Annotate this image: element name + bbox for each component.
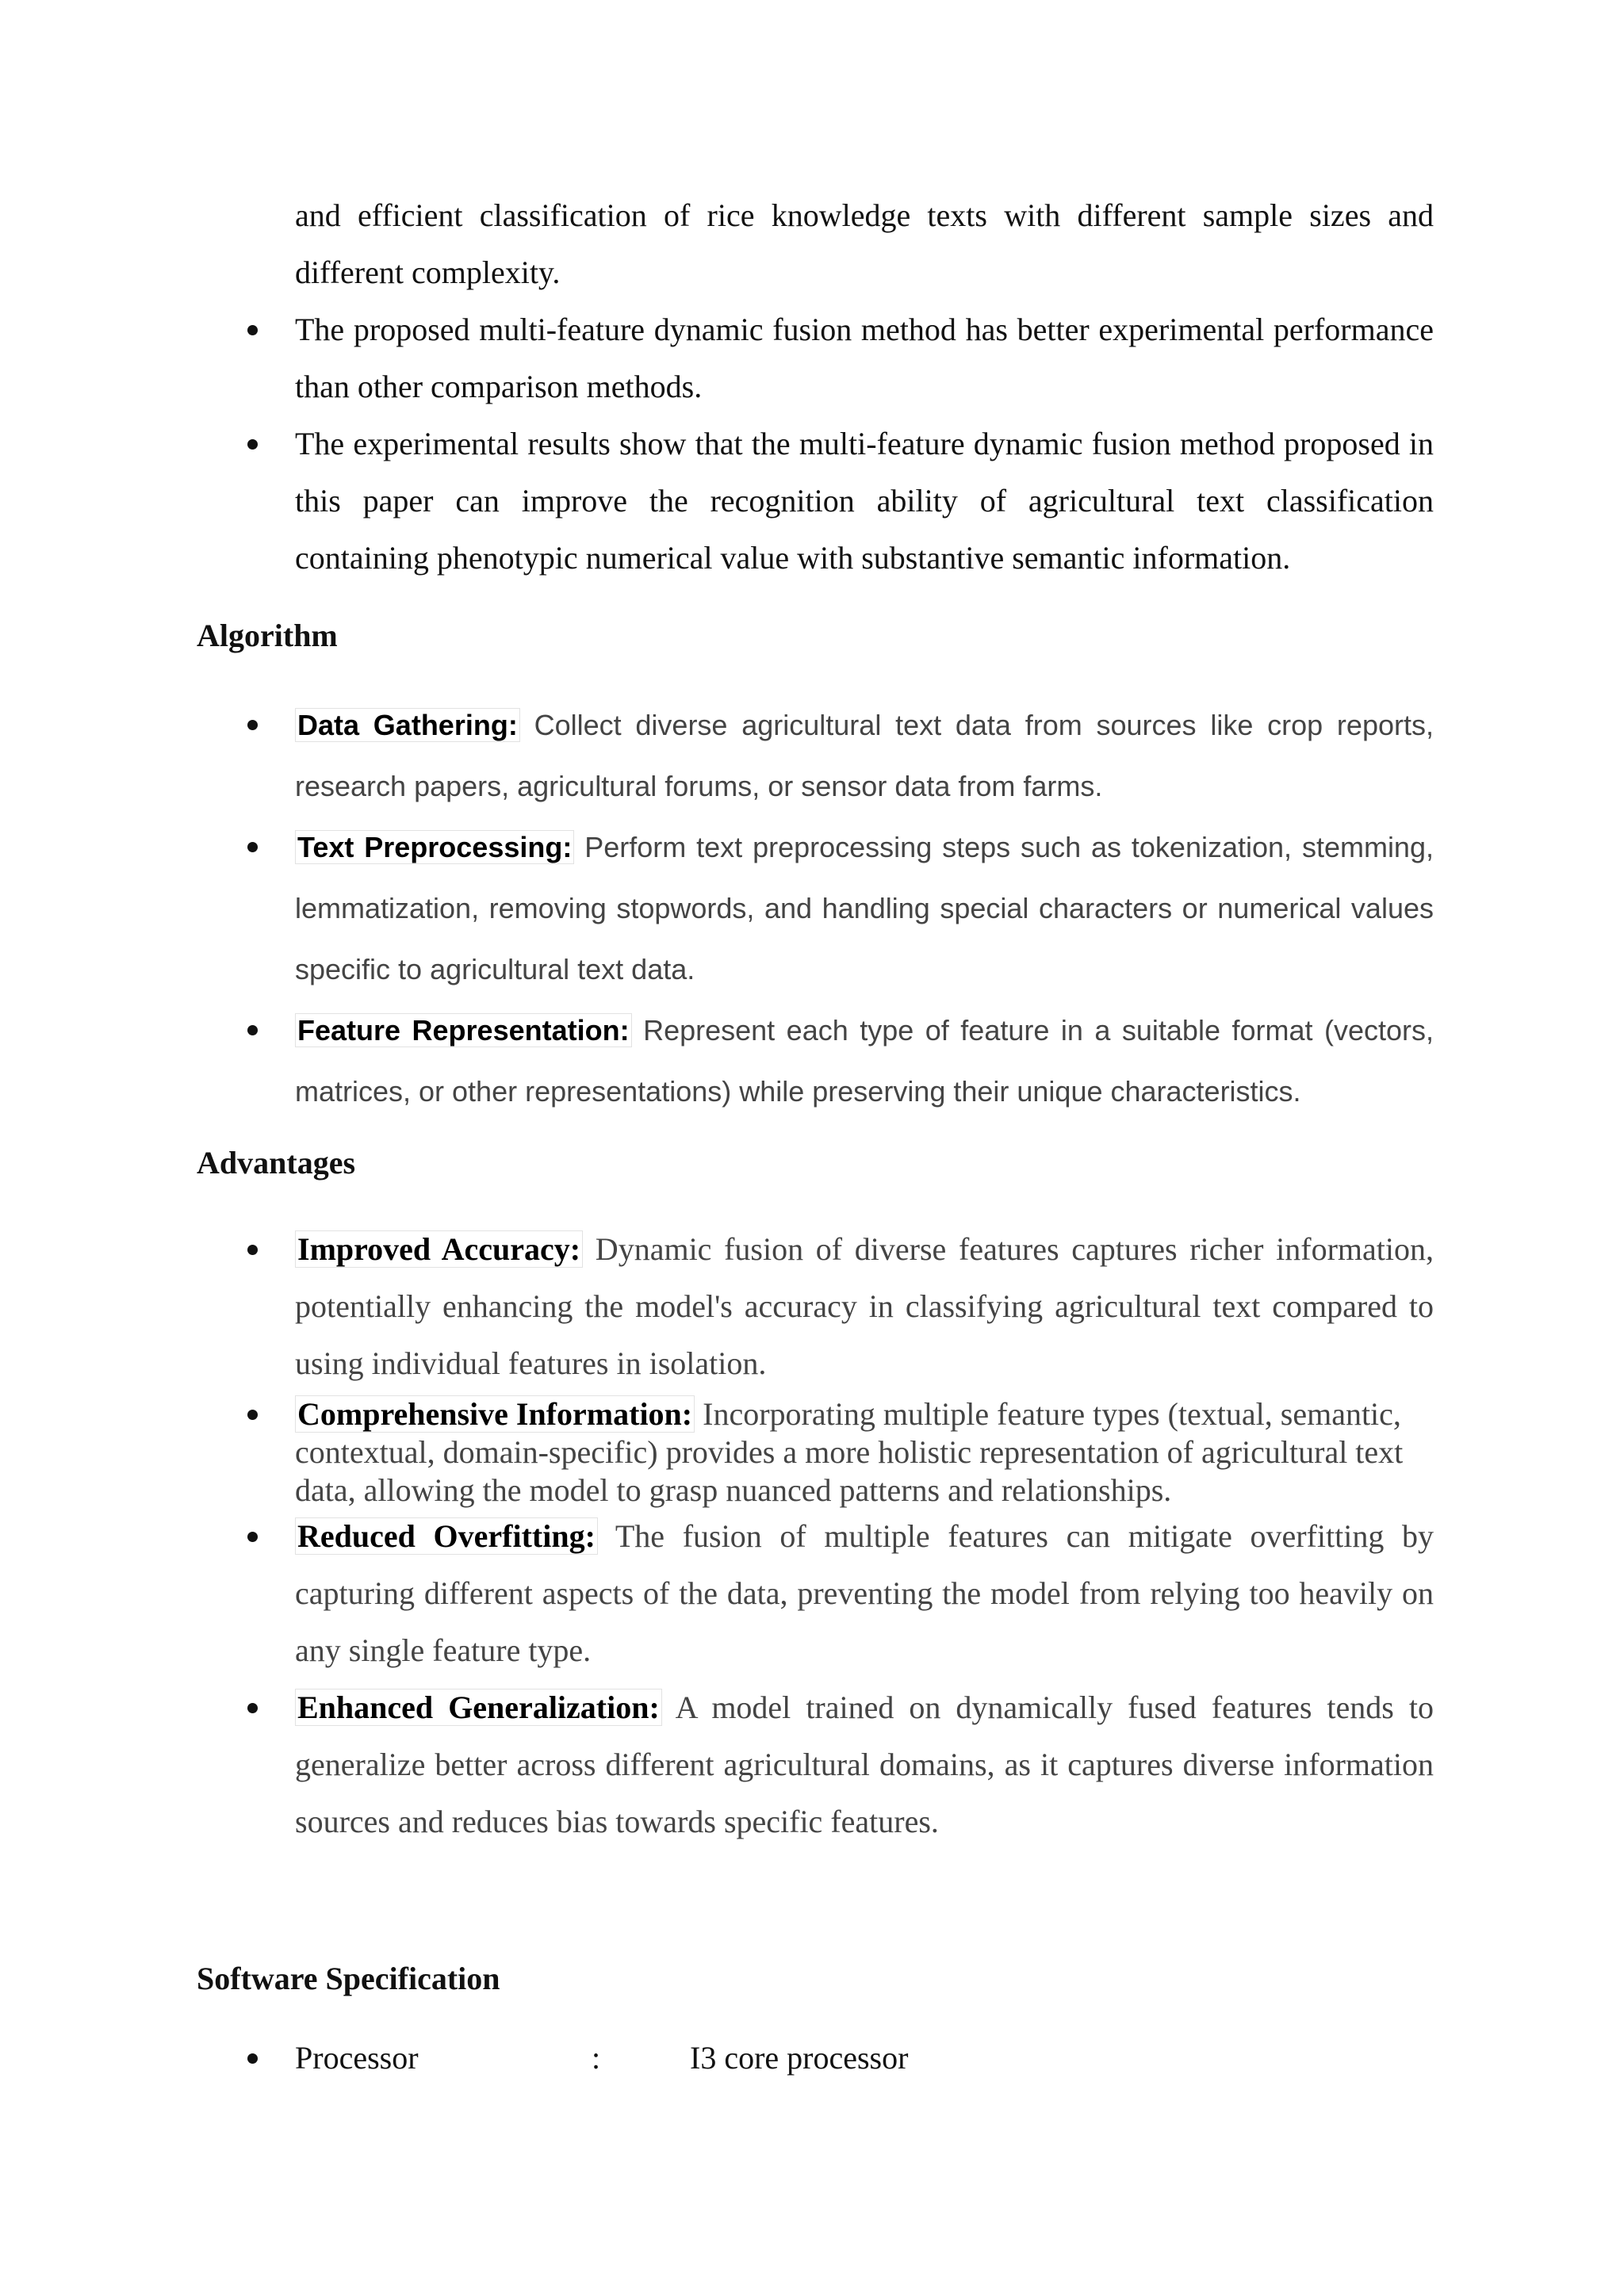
list-item <box>295 1679 1434 1850</box>
list-item <box>295 1395 1434 1510</box>
list-item-text: The proposed multi-feature dynamic fusion method has better experimental performance than other comparison methods. <box>295 312 1434 404</box>
software-section <box>295 2030 1434 2087</box>
software-list <box>295 2030 1434 2087</box>
bullet-icon <box>247 842 258 852</box>
list-item <box>295 1221 1434 1392</box>
bullet-icon <box>247 1410 258 1420</box>
list-item <box>295 1508 1434 1679</box>
list-item <box>295 2030 1434 2087</box>
intro-continuation-paragraph: and efficient classification of rice knowledge texts with different sample sizes and different complexity. <box>295 197 1434 290</box>
list-item <box>295 817 1434 1000</box>
list-item-text: Represent each type of feature in a suitable format (vectors, matrices, or other representations) while preserving their unique characteristics. <box>295 1014 1434 1108</box>
bullet-icon <box>247 720 258 730</box>
list-item-term: Enhanced Generalization: <box>295 1689 662 1726</box>
bullet-icon <box>247 2053 258 2064</box>
advantages-list <box>295 1221 1434 1850</box>
bullet-icon <box>247 1703 258 1713</box>
intro-section <box>295 187 1434 587</box>
spec-separator: : <box>592 2040 601 2076</box>
list-item-term: Reduced Overfitting: <box>295 1517 598 1555</box>
spec-value: I3 core processor <box>690 2040 909 2076</box>
list-item-term: Data Gathering: <box>295 708 520 742</box>
algorithm-section <box>295 695 1434 1122</box>
advantages-section <box>295 1221 1434 1850</box>
list-item <box>295 695 1434 817</box>
list-item-term: Feature Representation: <box>295 1013 632 1047</box>
bullet-icon <box>247 1245 258 1255</box>
algorithm-list <box>295 695 1434 1122</box>
bullet-icon <box>247 439 258 450</box>
list-item-text: Dynamic fusion of diverse features captures richer information, potentially enhancing the model's accuracy in classifying agricultural text compared to using individual features in isolation. <box>295 1231 1434 1381</box>
spec-label: Processor <box>295 2040 419 2076</box>
list-item-text: Perform text preprocessing steps such as tokenization, stemming, lemmatization, removing stopwords, and handling special characters or numerical values specific to agricultural text data. <box>295 831 1434 985</box>
bullet-icon <box>247 1532 258 1542</box>
bullet-icon <box>247 1025 258 1035</box>
list-item-text: A model trained on dynamically fused features tends to generalize better across different agricultural domains, as it captures diverse information sources and reduces bias towards specific features. <box>295 1689 1434 1839</box>
list-item <box>295 1000 1434 1122</box>
list-item-text: The fusion of multiple features can mitigate overfitting by capturing different aspects of the data, preventing the model from relying too heavily on any single feature type. <box>295 1518 1434 1668</box>
section-heading-software: Software Specification <box>197 1961 500 1996</box>
bullet-icon <box>247 325 258 335</box>
list-item-term: Comprehensive Information: <box>295 1395 695 1433</box>
list-item-text: The experimental results show that the multi-feature dynamic fusion method proposed in this paper can improve the recognition ability of agricultural text classification containing phenotypic numerical value with substantive semantic information. <box>295 426 1434 576</box>
list-item-text: Incorporating multiple feature types (textual, semantic, contextual, domain-specific) provides a more holistic representation of agricultural text data, allowing the model to grasp nuanced patterns and relationships. <box>295 1396 1404 1508</box>
list-item-term: Text Preprocessing: <box>295 830 574 864</box>
list-item-text: Collect diverse agricultural text data from sources like crop reports, research papers, agricultural forums, or sensor data from farms. <box>295 709 1434 802</box>
section-heading-advantages: Advantages <box>197 1145 356 1181</box>
intro-bullet-list <box>295 301 1434 587</box>
list-item-term: Improved Accuracy: <box>295 1230 583 1268</box>
list-item <box>295 301 1434 415</box>
section-heading-algorithm: Algorithm <box>197 618 338 653</box>
list-item <box>295 415 1434 587</box>
